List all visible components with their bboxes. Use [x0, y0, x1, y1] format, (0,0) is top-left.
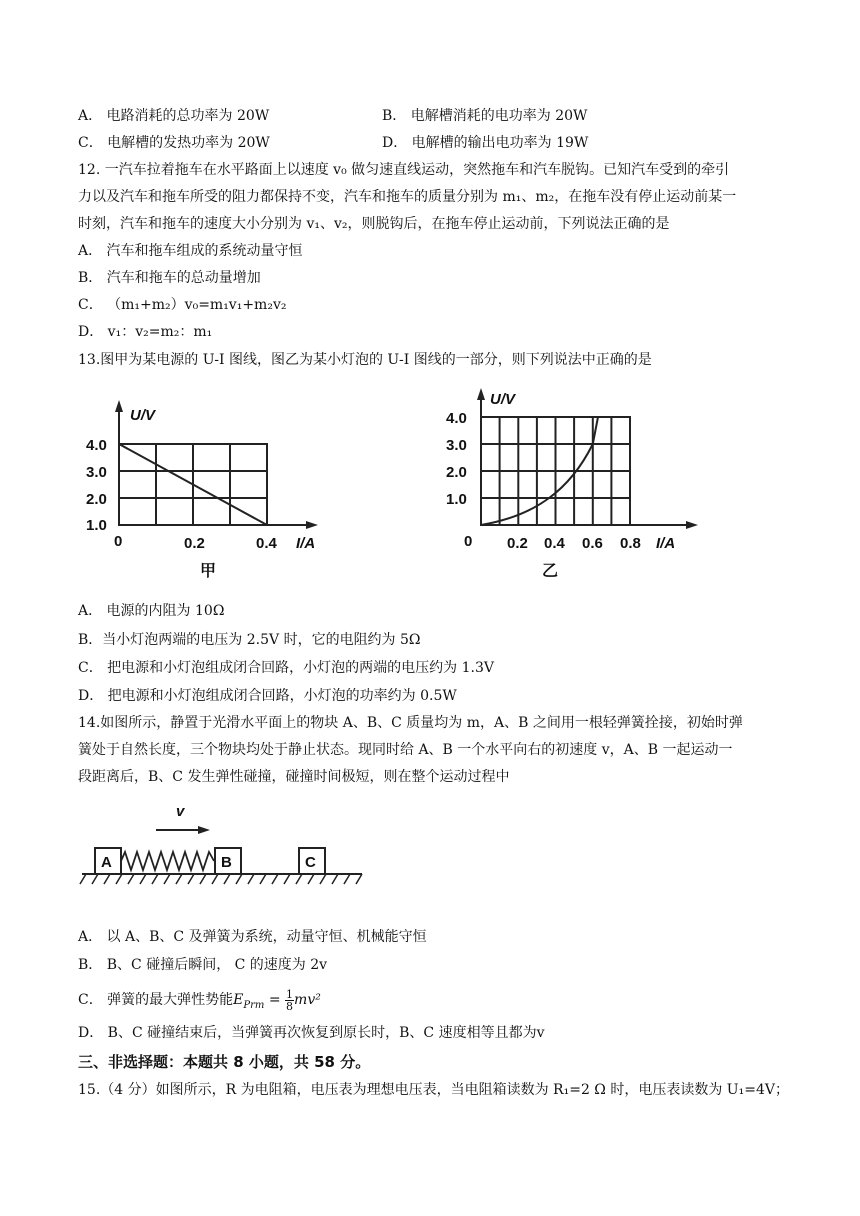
graph-yi-xtick-04: 0.4	[544, 535, 565, 552]
formula-eq: =	[264, 992, 286, 1008]
graph-yi-y-arrow	[477, 388, 485, 400]
q12-stem-line2: 力以及汽车和拖车所受的阻力都保持不变，汽车和拖车的质量分别为 m₁、m₂，在拖车没有停止运动前某一	[78, 189, 737, 205]
graph-yi-ylabel: U/V	[490, 391, 516, 408]
formula-e: E	[233, 992, 244, 1008]
graph-jia-ytick-3: 3.0	[86, 464, 107, 481]
graph-yi-xtick-08: 0.8	[620, 535, 641, 552]
q12-option-c: C． （m₁+m₂）v₀=m₁v₁+m₂v₂	[78, 297, 287, 313]
q12-option-b: B． 汽车和拖车的总动量增加	[78, 270, 261, 286]
formula-tail: mv²	[294, 992, 321, 1008]
graph-jia-caption: 甲	[200, 563, 217, 580]
q12-stem-line3: 时刻，汽车和拖车的速度大小分别为 v₁、v₂，则脱钩后，在拖车停止运动前，下列说法正确的是	[78, 216, 670, 232]
q14-option-c-text: C． 弹簧的最大弹性势能	[78, 992, 234, 1008]
velocity-arrowhead	[198, 826, 210, 834]
block-c-label: C	[305, 854, 316, 871]
q14-diagram	[78, 800, 368, 900]
graph-yi-ytick-3: 3.0	[446, 437, 467, 454]
section-heading: 三、非选择题：本题共 8 小题，共 58 分。	[78, 1053, 371, 1071]
q11-option-c: C． 电解槽的发热功率为 20W	[78, 135, 270, 151]
graph-jia-y-arrow	[115, 400, 123, 412]
q11-option-d: D． 电解槽的输出电功率为 19W	[382, 135, 589, 151]
graph-jia-xtick-0: 0	[114, 533, 123, 550]
graph-yi-ytick-2: 2.0	[446, 464, 467, 481]
formula-fraction	[285, 989, 294, 1012]
graph-jia-ytick-4: 4.0	[86, 437, 107, 454]
q11-option-b: B． 电解槽消耗的电功率为 20W	[382, 108, 588, 124]
formula-sub: Prm	[243, 999, 265, 1011]
fraction-denominator: 8	[286, 999, 294, 1013]
graph-yi-ytick-1: 1.0	[446, 491, 467, 508]
block-b-label: B	[221, 854, 232, 871]
ground-hatching	[80, 874, 362, 884]
graph-yi-xtick-06: 0.6	[582, 535, 603, 552]
graph-jia	[78, 380, 338, 580]
q13-option-c: C． 把电源和小灯泡组成闭合回路，小灯泡的两端的电压约为 1.3V	[78, 660, 494, 676]
q14-stem-line2: 簧处于自然长度，三个物块均处于静止状态。现同时给 A、B 一个水平向右的初速度 v，A、B 一起运动一	[78, 742, 733, 758]
q12-stem-line1: 12. 一汽车拉着拖车在水平路面上以速度 v₀ 做匀速直线运动，突然拖车和汽车脱钩。已知汽车受到的牵引	[78, 162, 730, 178]
q14-option-a: A． 以 A、B、C 及弹簧为系统，动量守恒、机械能守恒	[78, 929, 427, 945]
spring	[121, 852, 214, 870]
graph-jia-ytick-2: 2.0	[86, 491, 107, 508]
graph-yi-xlabel: I/A	[656, 535, 676, 552]
graph-jia-xlabel: I/A	[296, 535, 316, 552]
graph-jia-x-arrow	[306, 521, 318, 529]
q13-stem: 13.图甲为某电源的 U-I 图线，图乙为某小灯泡的 U-I 图线的一部分，则下列说法中正确的是	[78, 352, 652, 368]
graph-jia-ytick-1: 1.0	[86, 517, 107, 534]
q13-option-a: A． 电源的内阻为 10Ω	[78, 603, 225, 619]
q13-option-d: D． 把电源和小灯泡组成闭合回路，小灯泡的功率约为 0.5W	[78, 688, 457, 704]
q14-option-c	[78, 988, 321, 1018]
graph-yi-xtick-0: 0	[464, 533, 473, 550]
graph-yi-ytick-4: 4.0	[446, 410, 467, 427]
q12-option-d: D． v₁：v₂=m₂：m₁	[78, 324, 213, 340]
q14-stem-line3: 段距离后，B、C 发生弹性碰撞，碰撞时间极短，则在整个运动过程中	[78, 769, 510, 785]
q14-stem-line1: 14.如图所示，静置于光滑水平面上的物块 A、B、C 质量均为 m，A、B 之间用一根轻弹簧拴接，初始时弹	[78, 715, 743, 731]
q14-option-b: B． B、C 碰撞后瞬间， C 的速度为 2v	[78, 957, 328, 973]
graph-jia-xtick-04: 0.4	[256, 535, 277, 552]
graph-yi-grid	[481, 417, 630, 525]
graph-jia-ylabel: U/V	[130, 407, 156, 424]
q12-option-a: A． 汽车和拖车组成的系统动量守恒	[78, 243, 303, 259]
q15-stem: 15.（4 分）如图所示，R 为电阻箱，电压表为理想电压表，当电阻箱读数为 R₁=2 Ω 时，电压表读数为 U₁=4V；	[78, 1082, 789, 1098]
q11-option-a: A． 电路消耗的总功率为 20W	[78, 108, 270, 124]
graph-yi-x-arrow	[686, 521, 698, 529]
q14-option-d: D． B、C 碰撞结束后，当弹簧再次恢复到原长时，B、C 速度相等且都为v	[78, 1025, 545, 1041]
q13-option-b: B．当小灯泡两端的电压为 2.5V 时，它的电阻约为 5Ω	[78, 632, 421, 648]
block-a-label: A	[101, 854, 112, 871]
graph-yi-caption: 乙	[542, 563, 559, 580]
graph-yi	[440, 380, 720, 580]
velocity-label: v	[176, 803, 185, 820]
graph-jia-xtick-02: 0.2	[184, 535, 205, 552]
graph-yi-xtick-02: 0.2	[507, 535, 528, 552]
fraction-numerator: 1	[286, 987, 294, 1001]
